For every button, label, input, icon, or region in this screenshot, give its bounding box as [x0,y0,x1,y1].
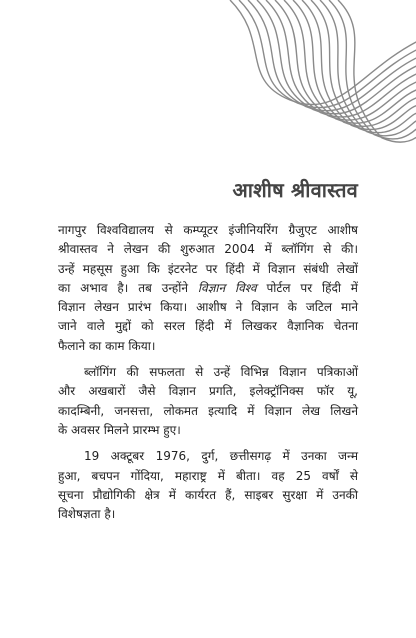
text-line: कादम्बिनी, जनसत्ता, लोकमत इत्यादि में विज्ञान लेख लिखने [58,403,358,418]
text-line: और अखबारों जैसे विज्ञान प्रगति, इलेक्ट्रॉनिक्स फॉर यू, [58,384,358,399]
wave-line [266,0,416,117]
bio-paragraph-2 [58,363,358,440]
wave-line [302,0,416,130]
wave-line [284,0,416,123]
text-line: उन्हें महसूस हुआ कि इंटरनेट पर हिंदी में विज्ञान संबंधी लेखों [58,261,358,276]
portal-name: विज्ञान विश्व [197,280,257,295]
text-line: फैलाने का काम किया। [58,338,156,353]
text-line: विशेषज्ञता है। [58,507,116,522]
text-line: ब्लॉगिंग की सफलता से उन्हें विभिन्न विज्ञान पत्रिकाओं [84,365,358,380]
bio-paragraph-3 [58,447,358,524]
text-segment: का अभाव है। तब उन्होंने [58,280,189,295]
wave-line [248,0,416,111]
text-line: 19 अक्टूबर 1976, दुर्ग, छत्तीसगढ़ में उनका जन्म [84,449,358,464]
wave-line [230,0,416,105]
author-bio [58,221,358,526]
text-line: श्रीवास्तव ने लेखन की शुरुआत 2004 में ब्लॉगिंग से की। [58,242,358,257]
wave-line [311,0,416,133]
text-segment: पोर्टल पर हिंदी में [266,280,358,295]
text-line-mixed [58,279,358,298]
wave-line [338,0,416,142]
text-line: के अवसर मिलने प्रारम्भ हुए। [58,422,181,437]
text-line: हुआ, बचपन गोंदिया, महाराष्ट्र में बीता। वह 25 वर्षों से [58,468,358,483]
text-line: जाने वाले मुद्दों को सरल हिंदी में लिखकर वैज्ञानिक चेतना [58,319,358,334]
text-line: नागपुर विश्वविद्यालय से कम्प्यूटर इंजीनियरिंग ग्रैजुएट आशीष [58,223,358,237]
wave-line [329,0,416,139]
wave-line [239,0,416,108]
wave-line [293,0,416,126]
text-line: विज्ञान लेखन प्रारंभ किया। आशीष ने विज्ञान के जटिल माने [58,300,358,315]
wave-line [275,0,416,120]
wave-line [320,0,416,136]
wave-line [257,0,416,114]
author-name-heading: आशीष श्रीवास्तव [232,178,358,202]
bio-paragraph-1 [58,221,358,356]
text-line: सूचना प्रौद्योगिकी क्षेत्र में कार्यरत हैं, साइबर सुरक्षा में उनकी [58,487,358,502]
